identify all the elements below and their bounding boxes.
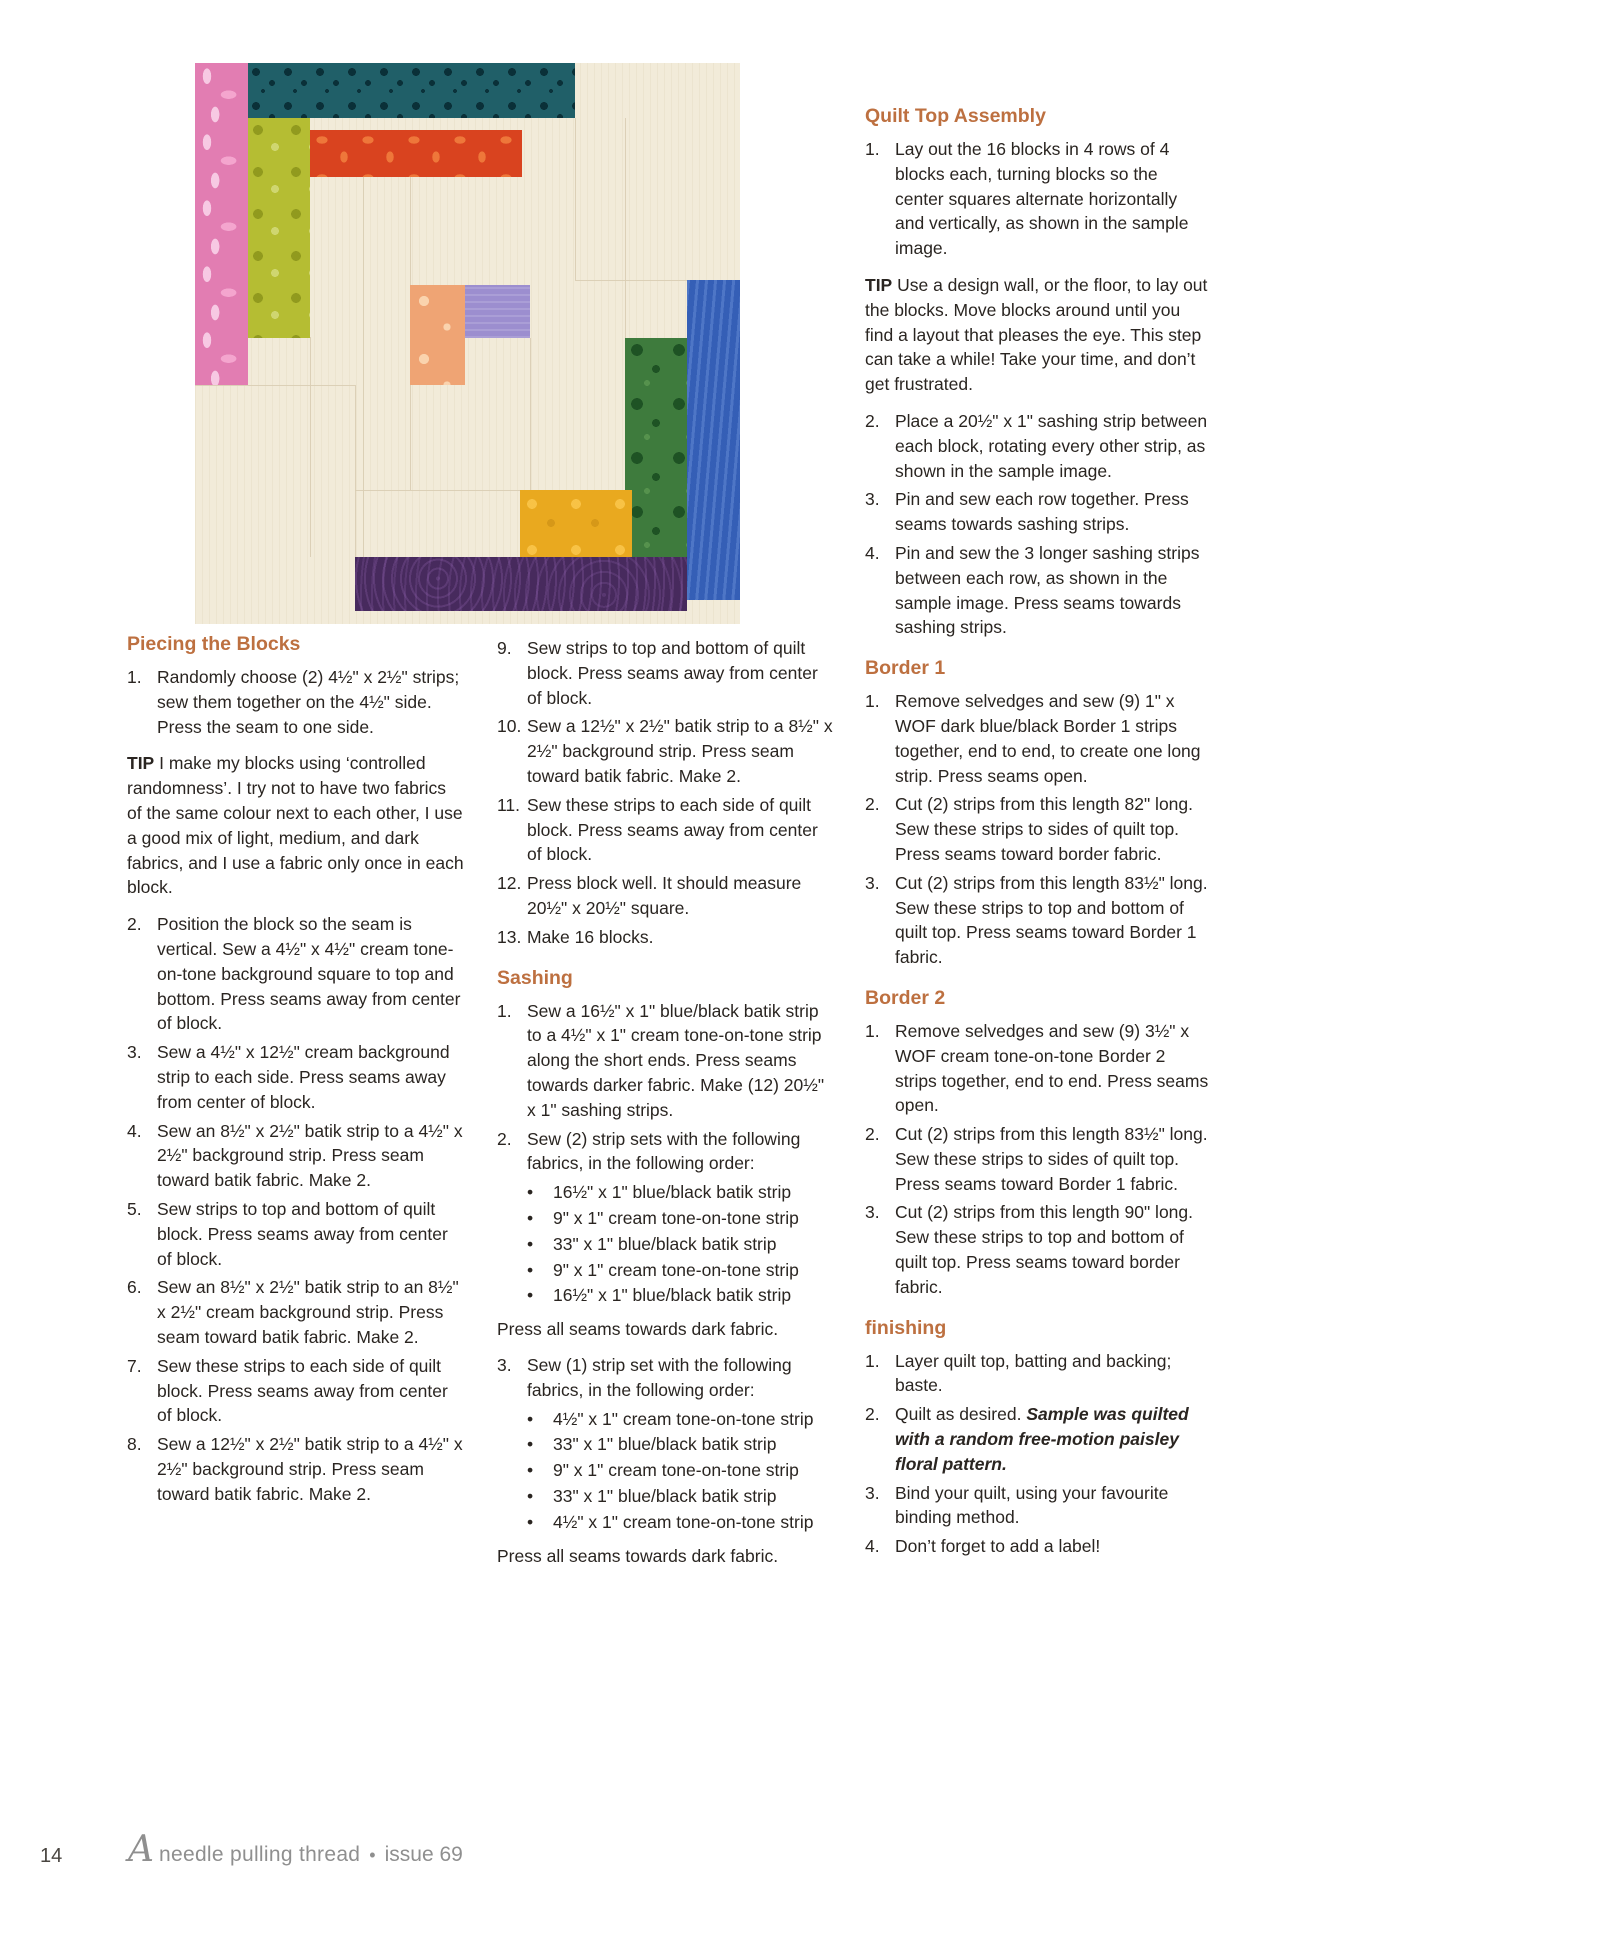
bullet-item [527,1180,837,1205]
item-marker: 5. [127,1198,142,1219]
item-marker: 3. [865,872,880,893]
fabric-patch-gold [520,490,632,557]
item-text: Place a 20½" x 1" sashing strip between each block, rotating every other strip, as shown in the sample image. [895,410,1208,481]
bullet-item [527,1510,837,1535]
numbered-step [127,1275,465,1349]
item-marker: 11. [497,794,521,815]
column-right [865,104,1210,1563]
numbered-step [497,1127,837,1177]
item-text: Sew strips to top and bottom of quilt block. Press seams away from center of block. [527,638,818,708]
numbered-step [865,1402,1210,1476]
assembly-step-1 [865,137,1210,261]
item-text: Sew a 12½" x 2½" batik strip to a 8½" x 2½" background strip. Press seam toward batik fabric. Make 2. [527,716,833,786]
item-text: Cut (2) strips from this length 82" long. Sew these strips to sides of quilt top. Press seams toward border fabric. [895,794,1194,864]
tip-text: I make my blocks using ‘controlled randomness’. I try not to have two fabrics of the same colour next to each other, I use a good mix of light, medium, and dark fabrics, and I use a fabric only once in each block. [127,753,464,898]
item-text: Pin and sew the 3 longer sashing strips between each row, as shown in the sample image. Press seams towards sashing strips. [895,542,1200,638]
footer-separator-dot: • [369,1845,376,1865]
fabric-patch-red [310,130,522,177]
item-marker: 9. [497,638,512,658]
item-marker: 3. [127,1042,142,1063]
item-marker: 6. [127,1277,142,1298]
item-marker: 1. [127,667,142,687]
item-text: Layer quilt top, batting and backing; baste. [895,1350,1172,1396]
numbered-step [497,714,837,788]
numbered-step [865,1349,1210,1399]
item-text: 16½" x 1" blue/black batik strip [553,1182,792,1203]
item-marker: 2. [127,914,142,935]
item-text: Sew an 8½" x 2½" batik strip to an 8½" x 2½" cream background strip. Press seam toward batik fabric. Make 2. [157,1277,459,1347]
numbered-step [127,1432,465,1506]
seam-line [410,385,411,490]
item-marker: • [527,1460,534,1481]
numbered-step [865,409,1210,483]
item-text: Sew a 16½" x 1" blue/black batik strip to a 4½" x 1" cream tone-on-tone strip along the short ends. Press seams towards darker fabric. Make (12) 20½" x 1" sashing strips. [527,1000,825,1120]
border2-steps [865,1019,1210,1300]
page-number: 14 [40,1845,63,1867]
section-title-border-1: Border 1 [865,657,946,680]
item-text: Don’t forget to add a label! [895,1536,1101,1557]
item-marker: • [527,1285,534,1306]
numbered-step [127,665,465,739]
bullet-item [527,1432,837,1457]
item-marker: • [527,1408,534,1429]
fabric-patch-olive [248,118,310,338]
item-text: Make 16 blocks. [527,926,654,947]
numbered-step [497,871,837,921]
numbered-step [497,636,837,710]
section-title-sashing: Sashing [497,966,573,989]
numbered-step [127,1354,465,1428]
numbered-step [865,1534,1210,1559]
item-text: Sew a 12½" x 2½" batik strip to a 4½" x 2½" background strip. Press seam toward batik fabric. Make 2. [157,1434,463,1504]
seam-line [355,490,520,491]
seam-line [625,118,626,338]
item-text: Lay out the 16 blocks in 4 rows of 4 blocks each, turning blocks so the center squares alternate horizontally and vertically, as shown in the sample image. [895,139,1189,259]
press-note: Press all seams towards dark fabric. [497,1319,779,1340]
item-marker: 1. [865,139,880,159]
sashing-steps-1-2 [497,999,837,1177]
column-left [127,632,465,1511]
seam-line [355,385,356,557]
tip-piecing [127,751,465,900]
numbered-step [865,541,1210,640]
item-marker: 1. [865,1350,880,1371]
fabric-patch-purple [355,557,687,611]
piecing-steps-9-13 [497,636,837,950]
item-marker: • [527,1259,534,1280]
seam-line [410,177,411,285]
quilt-block-photo [195,63,740,624]
seam-line [530,338,531,490]
item-text: 33" x 1" blue/black batik strip [553,1434,777,1455]
item-text: 33" x 1" blue/black batik strip [553,1485,777,1506]
piecing-steps-2-8 [127,912,465,1506]
numbered-step [865,487,1210,537]
item-text: Sew (1) strip set with the following fabrics, in the following order: [527,1354,792,1400]
footer-issue-number: issue 69 [384,1843,463,1866]
item-text: 16½" x 1" blue/black batik strip [553,1285,792,1306]
numbered-step [497,793,837,867]
finishing-steps [865,1349,1210,1559]
sashing-step-3 [497,1353,837,1403]
item-marker: 4. [865,1536,880,1557]
item-marker: 10. [497,716,522,737]
bullet-item [527,1407,837,1432]
numbered-step [865,1122,1210,1196]
border1-steps [865,689,1210,970]
sashing-strip-set-a [497,1180,837,1308]
section-title-finishing: finishing [865,1316,947,1339]
item-text: Sew (2) strip sets with the following fabrics, in the following order: [527,1128,801,1174]
fabric-patch-blue [687,280,740,600]
fabric-patch-peach [410,285,465,385]
fabric-patch-lavender [465,285,530,338]
numbered-step [497,999,837,1123]
numbered-step [127,1040,465,1114]
item-marker: 2. [865,794,880,815]
numbered-step [127,912,465,1036]
footer [128,1829,463,1870]
item-text: Cut (2) strips from this length 83½" long. Sew these strips to top and bottom of quilt top. Press seams toward Border 1 fabric. [895,872,1208,968]
item-text: Bind your quilt, using your favourite binding method. [895,1482,1169,1528]
fabric-patch-pink [195,63,248,385]
item-text: Position the block so the seam is vertical. Sew a 4½" x 4½" cream tone-on-tone background square to top and bottom. Press seams away from center of block. [157,914,461,1034]
item-marker: • [527,1485,534,1506]
item-text: 4½" x 1" cream tone-on-tone strip [553,1511,814,1532]
item-text: 9" x 1" cream tone-on-tone strip [553,1259,799,1280]
item-marker: • [527,1182,534,1203]
bullet-item [527,1458,837,1483]
item-text: Remove selvedges and sew (9) 1" x WOF dark blue/black Border 1 strips together, end to end, to create one long strip. Press seams open. [895,691,1201,786]
item-text: Cut (2) strips from this length 90" long. Sew these strips to top and bottom of quilt top. Press seams toward border fabric. [895,1202,1194,1297]
bullet-item [527,1258,837,1283]
item-text: Sew these strips to each side of quilt block. Press seams away from center of block. [527,794,818,865]
numbered-step [865,1481,1210,1531]
item-marker: 2. [865,1404,880,1425]
item-marker: 4. [127,1120,142,1141]
item-text: Pin and sew each row together. Press seams towards sashing strips. [895,489,1189,535]
section-title-piecing-the-blocks: Piecing the Blocks [127,633,301,655]
seam-line [363,177,364,557]
section-title-quilt-top-assembly: Quilt Top Assembly [865,105,1046,127]
press-note: Press all seams towards dark fabric. [497,1545,779,1566]
seam-line [195,385,355,386]
item-text: 4½" x 1" cream tone-on-tone strip [553,1408,814,1429]
numbered-step [865,792,1210,866]
item-marker: 3. [865,489,880,510]
item-marker: 12. [497,873,522,894]
item-marker: 2. [497,1128,512,1149]
seam-line [575,280,687,281]
seam-line [310,337,311,557]
item-marker: 2. [865,1124,880,1145]
item-marker: 1. [865,1020,880,1041]
column-middle [497,636,837,1579]
item-text: Sew these strips to each side of quilt block. Press seams away from center of block. [157,1355,448,1426]
item-marker: 3. [865,1482,880,1503]
tip-text: Use a design wall, or the floor, to lay out the blocks. Move blocks around until you find a layout that pleases the eye. This step can take a while! Take your time, and don’t get frustrated. [865,274,1208,395]
bullet-item [527,1232,837,1257]
item-marker: 2. [865,410,880,431]
item-marker: • [527,1207,534,1228]
sashing-strip-set-b [497,1407,837,1535]
assembly-steps-2-4 [865,409,1210,640]
section-title-border-2: Border 2 [865,986,946,1009]
numbered-step [865,1019,1210,1118]
item-text: Sew an 8½" x 2½" batik strip to a 4½" x 2½" background strip. Press seam toward batik fabric. Make 2. [157,1120,463,1191]
item-text: Sew a 4½" x 12½" cream background strip to each side. Press seams away from center of block. [157,1042,450,1112]
magazine-logo-initial: A [128,1829,154,1870]
fabric-patch-green [625,338,687,557]
numbered-step [865,871,1210,970]
tip-label: TIP [865,274,893,295]
item-text: Press block well. It should measure 20½" x 20½" square. [527,873,802,918]
numbered-step [865,1200,1210,1299]
item-marker: 1. [497,1000,512,1021]
magazine-brand-name: needle pulling thread [159,1843,361,1866]
seam-line [575,118,576,280]
numbered-step [865,689,1210,788]
item-text: Remove selvedges and sew (9) 3½" x WOF cream tone-on-tone Border 2 strips together, end to end. Press seams open. [895,1020,1209,1116]
item-text: Quilt as desired. Sample was quilted with a random free-motion paisley floral pattern. [895,1404,1189,1474]
item-marker: 1. [865,691,880,712]
numbered-step [127,1119,465,1193]
item-marker: 7. [127,1355,142,1376]
item-marker: • [527,1511,534,1532]
numbered-step [497,925,837,950]
item-marker: • [527,1233,534,1254]
emphasized-text: Sample was quilted with a random free-motion paisley floral pattern. [895,1404,1189,1474]
item-text: 33" x 1" blue/black batik strip [553,1233,777,1254]
piecing-step-1 [127,665,465,739]
item-text: Randomly choose (2) 4½" x 2½" strips; sew them together on the 4½" side. Press the seam to one side. [157,667,460,737]
tip-label: TIP [127,753,155,774]
item-text: 9" x 1" cream tone-on-tone strip [553,1460,799,1481]
item-text: Sew strips to top and bottom of quilt block. Press seams away from center of block. [157,1198,448,1269]
bullet-item [527,1484,837,1509]
item-marker: • [527,1434,534,1455]
item-marker: 3. [865,1202,880,1223]
fabric-patch-teal [248,63,575,118]
item-text: 9" x 1" cream tone-on-tone strip [553,1207,799,1228]
bullet-item [527,1283,837,1308]
item-marker: 13. [497,926,522,947]
numbered-step [865,137,1210,261]
item-marker: 3. [497,1354,512,1375]
bullet-item [527,1206,837,1231]
item-text: Cut (2) strips from this length 83½" long. Sew these strips to sides of quilt top. Press seams toward Border 1 fabric. [895,1124,1208,1194]
tip-assembly [865,273,1210,397]
item-marker: 8. [127,1434,142,1455]
item-marker: 4. [865,542,880,563]
numbered-step [497,1353,837,1403]
numbered-step [127,1197,465,1271]
